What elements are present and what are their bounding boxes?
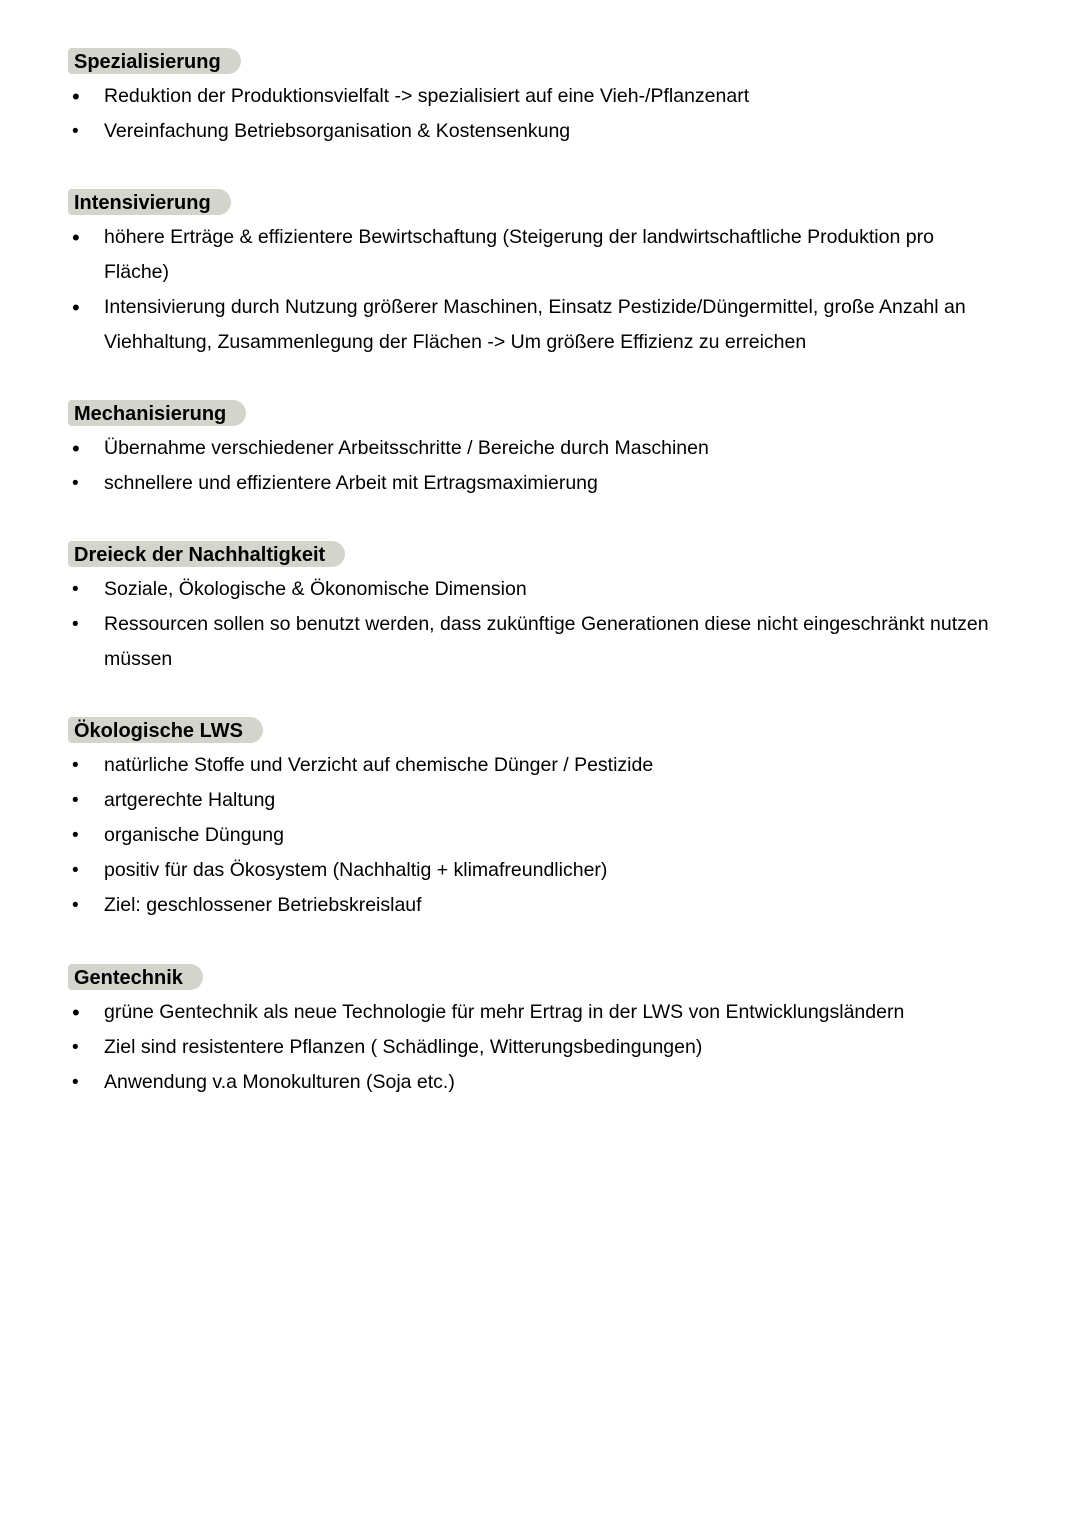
- list-item: [0, 818, 1080, 853]
- list-item: [0, 114, 1080, 149]
- list-item: [0, 888, 1080, 923]
- list-item: [0, 220, 1080, 290]
- bullet-icon: •: [72, 473, 79, 494]
- list-item-text: Vereinfachung Betriebsorganisation & Kostensenkung: [104, 120, 571, 142]
- list-item-text: grüne Gentechnik als neue Technologie für mehr Ertrag in der LWS von Entwicklungsländern: [104, 1001, 905, 1023]
- section-heading: Mechanisierung: [68, 400, 246, 426]
- list-item: [0, 290, 1080, 360]
- section-heading: Spezialisierung: [68, 48, 241, 74]
- list-item-text: Ziel: geschlossener Betriebskreislauf: [104, 894, 422, 916]
- list-item-text: natürliche Stoffe und Verzicht auf chemische Dünger / Pestizide: [104, 754, 654, 776]
- bullet-icon: •: [72, 1037, 79, 1058]
- section-intensivierung: [0, 189, 1080, 360]
- list-item-text: Ressourcen sollen so benutzt werden, dass zukünftige Generationen diese nicht eingeschränkt nutzen müssen: [104, 613, 989, 670]
- bullet-icon: •: [72, 579, 79, 600]
- list-item-text: artgerechte Haltung: [104, 789, 276, 811]
- section-oekologische-lws: [0, 717, 1080, 923]
- section-heading: Gentechnik: [68, 964, 203, 990]
- bullet-icon: •: [72, 895, 79, 916]
- bullet-icon: •: [72, 860, 79, 881]
- bullet-icon: •: [72, 436, 80, 461]
- list-item: [0, 783, 1080, 818]
- list-item-text: höhere Erträge & effizientere Bewirtschaftung (Steigerung der landwirtschaftliche Produktion pro Fläche): [104, 226, 934, 283]
- list-item: [0, 466, 1080, 501]
- list-item: [0, 607, 1080, 677]
- list-item-text: Intensivierung durch Nutzung größerer Maschinen, Einsatz Pestizide/Düngermittel, große Anzahl an Viehhaltung, Zusammenlegung der Flächen -> Um größere Effizienz zu erreichen: [104, 296, 966, 353]
- list-item: [0, 572, 1080, 607]
- list-item: [0, 748, 1080, 783]
- list-item: [0, 1065, 1080, 1100]
- bullet-icon: •: [72, 225, 80, 250]
- list-item-text: Ziel sind resistentere Pflanzen ( Schädlinge, Witterungsbedingungen): [104, 1036, 703, 1058]
- list-item: [0, 1030, 1080, 1065]
- bullet-icon: •: [72, 790, 79, 811]
- list-item-text: organische Düngung: [104, 824, 284, 846]
- bullet-icon: •: [72, 1000, 80, 1025]
- bullet-icon: •: [72, 121, 79, 142]
- bullet-icon: •: [72, 84, 80, 109]
- bullet-icon: •: [72, 755, 79, 776]
- section-spezialisierung: [0, 48, 1080, 149]
- section-heading: Ökologische LWS: [68, 717, 263, 743]
- list-item-text: Übernahme verschiedener Arbeitsschritte / Bereiche durch Maschinen: [104, 437, 709, 459]
- list-item-text: positiv für das Ökosystem (Nachhaltig + klimafreundlicher): [104, 859, 608, 881]
- list-item-text: Soziale, Ökologische & Ökonomische Dimension: [104, 578, 527, 600]
- list-item: [0, 995, 1080, 1030]
- section-dreieck-der-nachhaltigkeit: [0, 541, 1080, 677]
- section-heading: Dreieck der Nachhaltigkeit: [68, 541, 345, 567]
- bullet-icon: •: [72, 825, 79, 846]
- list-item: [0, 431, 1080, 466]
- section-gentechnik: [0, 964, 1080, 1100]
- list-item-text: Reduktion der Produktionsvielfalt -> spezialisiert auf eine Vieh-/Pflanzenart: [104, 85, 750, 107]
- bullet-icon: •: [72, 1072, 79, 1093]
- section-heading: Intensivierung: [68, 189, 231, 215]
- bullet-icon: •: [72, 295, 80, 320]
- section-mechanisierung: [0, 400, 1080, 501]
- list-item: [0, 853, 1080, 888]
- bullet-icon: •: [72, 614, 79, 635]
- list-item-text: Anwendung v.a Monokulturen (Soja etc.): [104, 1071, 455, 1093]
- list-item: [0, 79, 1080, 114]
- list-item-text: schnellere und effizientere Arbeit mit Ertragsmaximierung: [104, 472, 598, 494]
